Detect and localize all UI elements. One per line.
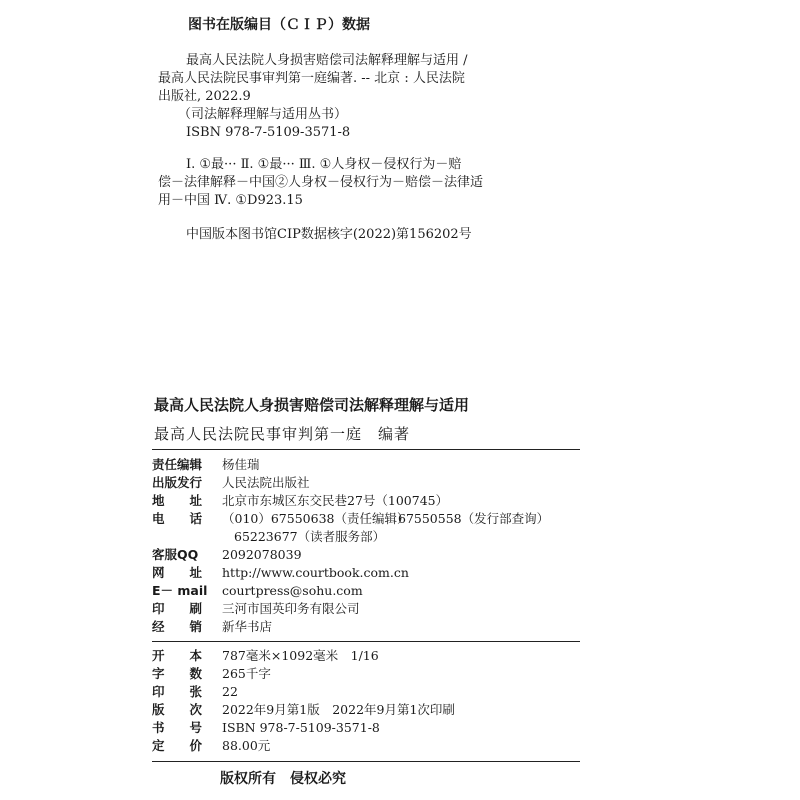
- spec-value: 88.00元: [222, 738, 271, 753]
- info-label: 责任编辑: [152, 457, 203, 472]
- cip-record-number: 中国版本图书馆CIP数据核字(2022)第156202号: [186, 227, 472, 242]
- info-value: （010）67550638（责任编辑）: [222, 511, 410, 526]
- info-label: 网 址: [152, 565, 203, 580]
- cip-subject-line: Ⅰ. ①最··· Ⅱ. ①最··· Ⅲ. ①人身权－侵权行为－赔: [186, 157, 462, 172]
- email-address: courtpress@sohu.com: [222, 583, 363, 598]
- divider: [152, 449, 580, 450]
- cip-isbn: ISBN 978-7-5109-3571-8: [186, 125, 351, 140]
- copyright-notice: 版权所有 侵权必究: [220, 771, 346, 787]
- cip-entry-line: 最高人民法院民事审判第一庭编著. -- 北京 : 人民法院: [158, 71, 465, 86]
- info-label: 地 址: [152, 493, 203, 508]
- info-value: 北京市东城区东交民巷27号（100745）: [222, 493, 449, 508]
- info-value: 新华书店: [222, 619, 273, 634]
- spec-label: 书 号: [152, 720, 203, 735]
- cip-entry-line: （司法解释理解与适用丛书）: [178, 107, 348, 122]
- spec-label: 定 价: [152, 738, 203, 753]
- book-title: 最高人民法院人身损害赔偿司法解释理解与适用: [154, 396, 470, 414]
- spec-label: 印 张: [152, 684, 203, 699]
- spec-value: 265千字: [222, 666, 271, 681]
- cip-subject-line: 用－中国 Ⅳ. ①D923.15: [158, 193, 303, 208]
- info-label: 印 刷: [152, 601, 203, 616]
- info-label: 经 销: [152, 619, 203, 634]
- spec-label: 版 次: [152, 702, 203, 717]
- spec-value: 22: [222, 684, 238, 699]
- info-value: 人民法院出版社: [222, 475, 310, 490]
- spec-value: 787毫米×1092毫米 1/16: [222, 648, 379, 663]
- divider: [152, 641, 580, 642]
- spec-value: ISBN 978-7-5109-3571-8: [222, 720, 380, 735]
- book-author: 最高人民法院民事审判第一庭 编著: [154, 425, 411, 443]
- info-label: 出版发行: [152, 475, 203, 490]
- info-label: 电 话: [152, 511, 203, 526]
- info-value: 2092078039: [222, 547, 302, 562]
- cip-entry-line: 出版社, 2022.9: [158, 89, 251, 104]
- spec-label: 字 数: [152, 666, 203, 681]
- info-label: E－ mail: [152, 583, 208, 598]
- info-value-secondary: 67550558（发行部查询）: [398, 511, 550, 526]
- spec-value: 2022年9月第1版 2022年9月第1次印刷: [222, 702, 455, 717]
- website-link: http://www.courtbook.com.cn: [222, 565, 409, 580]
- info-value: 65223677（读者服务部）: [234, 529, 386, 544]
- cip-subject-line: 偿－法律解释－中国②人身权－侵权行为－赔偿－法律适: [158, 175, 484, 190]
- divider: [152, 761, 580, 762]
- info-value: 杨佳瑞: [222, 457, 260, 472]
- info-label: 客服QQ: [152, 547, 199, 562]
- cip-heading: 图书在版编目（ＣＩＰ）数据: [188, 17, 370, 33]
- info-value: 三河市国英印务有限公司: [222, 601, 360, 616]
- cip-entry-line: 最高人民法院人身损害赔偿司法解释理解与适用 /: [186, 53, 468, 68]
- spec-label: 开 本: [152, 648, 203, 663]
